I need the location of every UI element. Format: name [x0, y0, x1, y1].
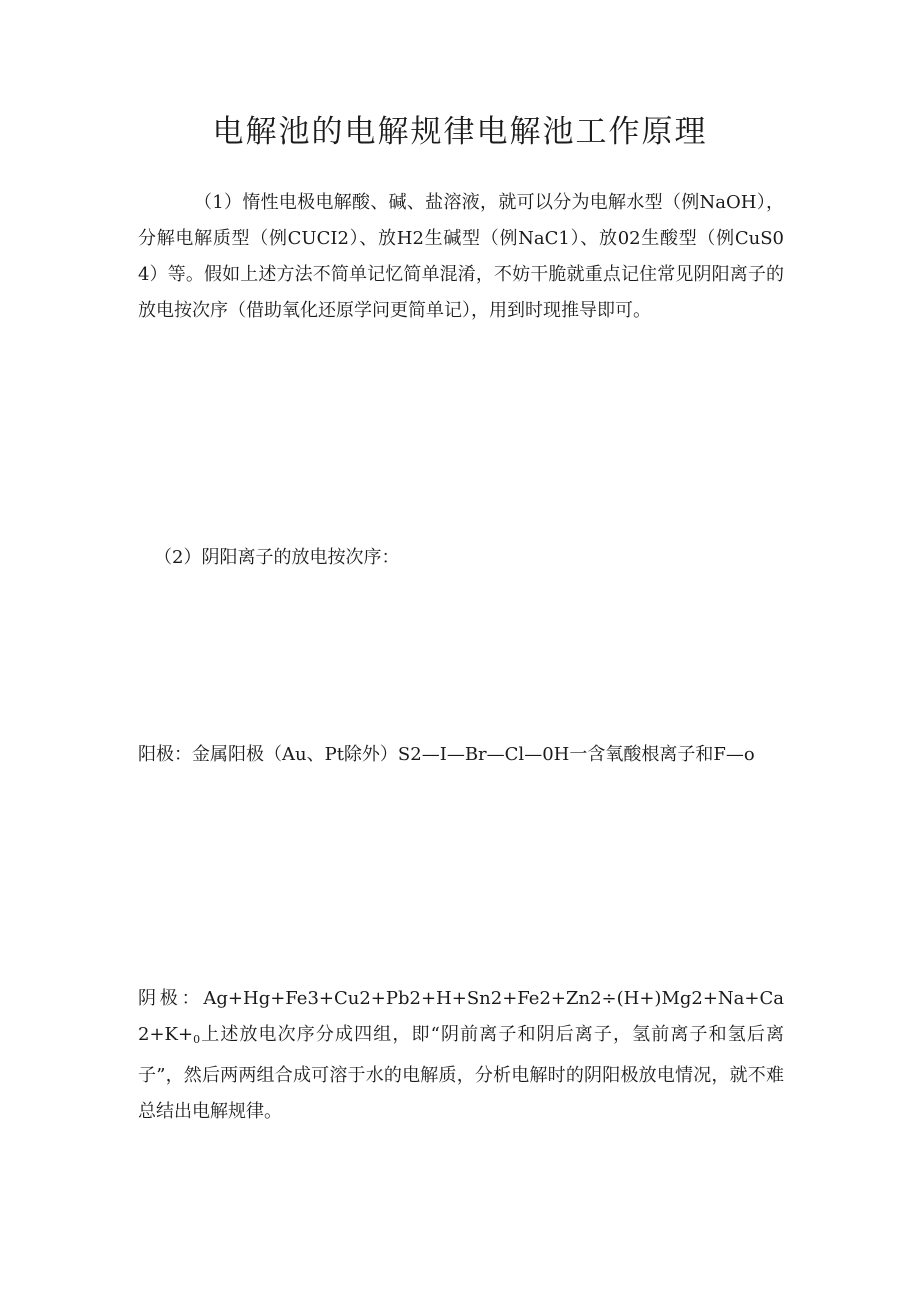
page-title: 电解池的电解规律电解池工作原理	[212, 114, 708, 150]
paragraph-discharge-order-heading: （2）阴阳离子的放电按次序：	[154, 547, 400, 568]
paragraph-inert-electrode: （1）惰性电极电解酸、碱、盐溶液，就可以分为电解水型（例NaOH），分解电解质型（例CUCI2）、放H2生碱型（例NaC1）、放02生酸型（例CuS04）等。假如上述方法不简单记忆简单混淆，不妨干脆就重点记住常见阴阳离子的放电按次序（借助氧化还原学问更简单记），用到时现推导即可。	[138, 192, 784, 321]
cathode-order-explanation: 上述放电次序分成四组，即“阴前离子和阴后离子，氢前离子和氢后离子”，然后两两组合成可溶于水的电解质，分析电解时的阴阳极放电情况，就不难总结出电解规律。	[138, 1024, 784, 1122]
paragraph-cathode-order	[138, 981, 784, 1130]
cathode-order-text: 阴极：Ag+Hg+Fe3+Cu2+Pb2+H+Sn2+Fe2+Zn2÷(H+)Mg2+Na+Ca2+K+	[138, 988, 784, 1045]
cathode-order-subscript: 0	[193, 1033, 201, 1046]
paragraph-anode-order: 阳极：金属阳极（Au、Pt除外）S2—I—Br—Cl—0H一含氧酸根离子和F—o	[138, 744, 755, 765]
